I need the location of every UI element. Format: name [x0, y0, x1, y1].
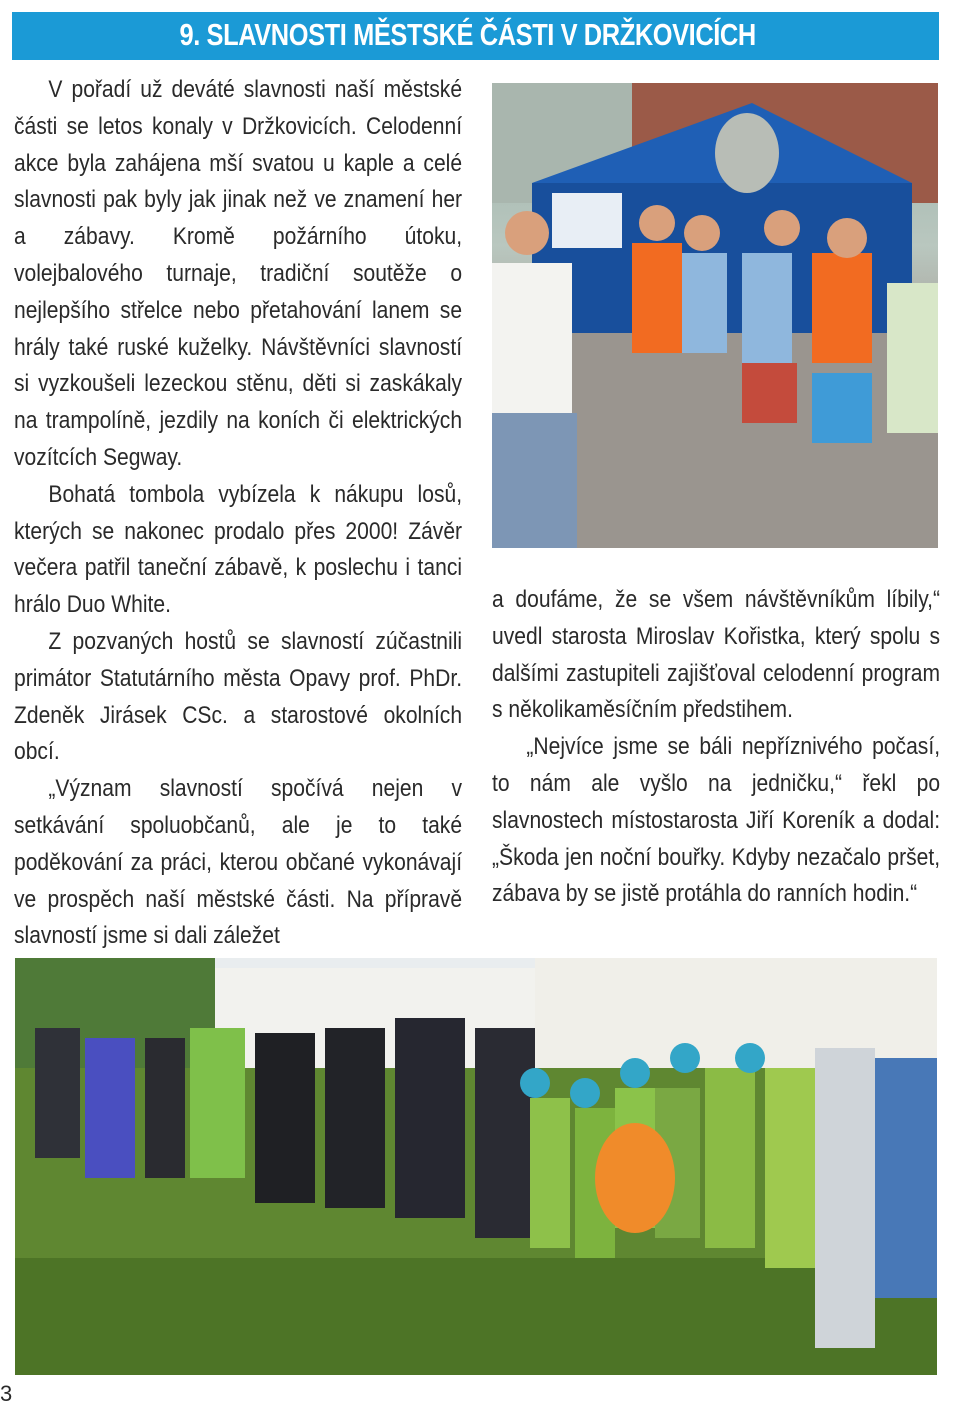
photo-beer-keg-celebration — [492, 83, 938, 548]
article-paragraph: Bohatá tombola vybízela k nákupu losů, kterých se nakonec prodalo přes 2000! Závěr večera patřil taneční zábavě, k poslechu i tanci hrálo Duo White. — [14, 480, 463, 619]
page-number: 3 — [0, 1381, 13, 1406]
article-paragraph: a doufáme, že se všem návštěvníkům líbily,“ uvedl starosta Miroslav Kořistka, který spolu s dalšími zastupiteli zajišťoval celodenní program s několikaměsíčním předstihem. — [492, 586, 941, 724]
photo-crowd-illustration — [15, 958, 937, 1375]
header-bar — [12, 12, 939, 60]
article-paragraph: Z pozvaných hostů se slavností zúčastnili primátor Statutárního města Opavy prof. PhDr. Zdeněk Jirásek CSc. a starostové okolních obcí. — [14, 627, 463, 766]
article-left-column — [14, 72, 462, 955]
page-title: 9. SLAVNOSTI MĚSTSKÉ ČÁSTI V DRŽKOVICÍCH — [179, 17, 756, 52]
photo-beer-keg-illustration — [492, 83, 938, 548]
article-paragraph: „Význam slavností spočívá nejen v setkávání spoluobčanů, ale je to také poděkování za práci, kterou občané vykonávají ve prospěch naší městské části. Na přípravě slavností jsme si dali záležet — [14, 775, 463, 950]
article-right-column — [492, 582, 940, 913]
article-paragraph: V pořadí už deváté slavnosti naší městské části se letos konaly v Držkovicích. Celodenní akce byla zahájena mší svatou u kaple a celé slavnosti pak byly jak jinak než ve znamení her a zábavy. Kromě požárního útoku, volejbalového turnaje, tradiční soutěže o nejlepšího střelce nebo přetahování lanem se hrály také ruské kuželky. Návštěvníci slavností si vyzkoušeli lezeckou stěnu, děti si zaskákaly na trampolíně, jezdily na koních či elektrických vozítcích Segway. — [14, 76, 463, 471]
photo-festival-crowd — [15, 958, 937, 1375]
article-paragraph: „Nejvíce jsme se báli nepříznivého počasí, to nám ale vyšlo na jedničku,“ řekl po slavnostech místostarosta Jiří Koreník a dodal: „Škoda jen noční bouřky. Kdyby nezačalo pršet, zábava by se jistě protáhla do ranních hodin.“ — [492, 733, 941, 908]
